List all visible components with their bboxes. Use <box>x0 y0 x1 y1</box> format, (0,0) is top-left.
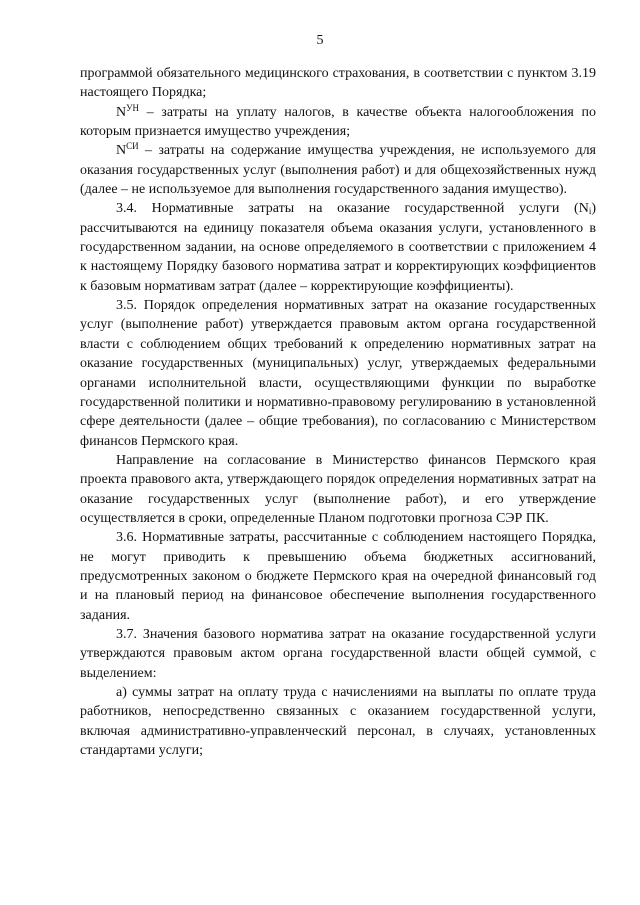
paragraph-text-before: 3.4. Нормативные затраты на оказание государственной услуги (N <box>116 201 589 217</box>
paragraph-continuation: программой обязательного медицинского страхования, в соответствии с пунктом 3.19 настоящего Порядка; <box>80 66 596 101</box>
paragraph-n-si <box>80 141 596 199</box>
symbol-n: N <box>116 143 127 159</box>
paragraph-n-un <box>80 103 596 142</box>
paragraph-item-a: а) суммы затрат на оплату труда с начислениями на выплаты по оплате труда работников, непосредственно связанных с оказанием государственной услуги, включая административно-управленческий персонал, в случаях, установленных стандартами услуги; <box>80 685 596 759</box>
subscript-i: i <box>588 206 592 217</box>
symbol-n: N <box>116 104 127 120</box>
paragraph-3-4 <box>80 199 596 296</box>
paragraph-text-after: ) рассчитываются на единицу показателя объема оказания услуги, установленного в государственном задании, на основе определяемого в соответствии с приложением 4 к настоящему Порядку базового норматива затрат и корректирующих коэффициентов к базовым нормативам затрат (далее – корректирующие коэффициенты). <box>80 201 596 294</box>
paragraph-3-6: 3.6. Нормативные затраты, рассчитанные с соблюдением настоящего Порядка, не могут приводить к превышению объема бюджетных ассигнований, предусмотренных законом о бюджете Пермского края на очередной финансовый год и на плановый период на финансовое обеспечение выполнения государственного задания. <box>80 530 596 623</box>
definition-text: – затраты на уплату налогов, в качестве объекта налогообложения по которым признается имущество учреждения; <box>80 104 596 140</box>
document-body <box>80 64 596 760</box>
definition-text: – затраты на содержание имущества учреждения, не используемого для оказания государственных услуг (выполнения работ) и для общехозяйственных нужд (далее – не используемое для выполнения государственного задания имущество). <box>80 143 596 198</box>
paragraph-3-7: 3.7. Значения базового норматива затрат на оказание государственной услуги утверждаются правовым актом органа государственной власти общей суммой, с выделением: <box>80 626 596 681</box>
superscript-si: СИ <box>126 141 139 152</box>
superscript-un: УН <box>126 102 139 113</box>
page-number: 5 <box>316 33 324 48</box>
paragraph-3-5: 3.5. Порядок определения нормативных затрат на оказание государственных услуг (выполнение работ) утверждается правовым актом органа государственной власти с соблюдением общих требований к определению нормативных затрат на оказание государственных (муниципальных) услуг, утверждаемых федеральными органами исполнительной власти, осуществляющими функции по выработке государственной политики и нормативно-правовому регулированию в установленной сфере деятельности (далее – общие требования), по согласованию с Министерством финансов Пермского края. <box>80 298 596 449</box>
paragraph-approval: Направление на согласование в Министерство финансов Пермского края проекта правового акта, утверждающего порядок определения нормативных затрат на оказание государственных услуг (выполнение работ), и его утверждение осуществляется в сроки, определенные Планом подготовки прогноза СЭР ПК. <box>80 452 596 526</box>
